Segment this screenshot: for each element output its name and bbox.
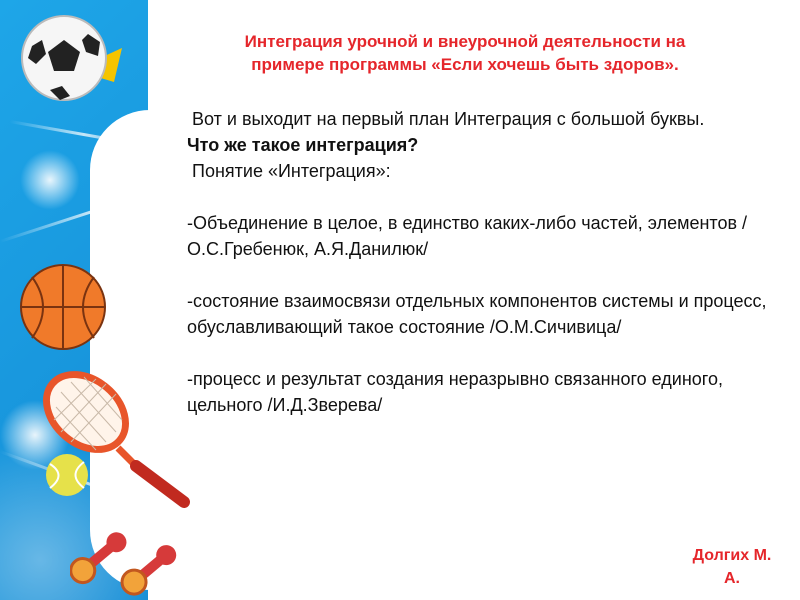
title-line: примере программы «Если хочешь быть здоров». bbox=[251, 55, 679, 74]
concept-label: Понятие «Интеграция»: bbox=[187, 161, 391, 181]
title-line: Интеграция урочной и внеурочной деятельности на bbox=[244, 32, 686, 51]
author-line: Долгих М. bbox=[692, 547, 772, 564]
spacer bbox=[187, 262, 767, 288]
slide-title bbox=[185, 30, 745, 76]
author-line: А. bbox=[724, 570, 740, 587]
soccer-ball-icon bbox=[14, 10, 124, 110]
spacer bbox=[187, 340, 767, 366]
definition-item: -процесс и результат создания неразрывно связанного единого, цельного /И.Д.Зверева/ bbox=[187, 369, 723, 415]
dumbbell-icon bbox=[70, 500, 180, 600]
intro-paragraph: Вот и выходит на первый план Интеграция с большой буквы. bbox=[187, 109, 705, 129]
tennis-ball-icon bbox=[44, 452, 90, 498]
question-heading: Что же такое интеграция? bbox=[187, 135, 419, 155]
definition-item: -состояние взаимосвязи отдельных компонентов системы и процесс, обуславливающий такое состояние /О.М.Сичивица/ bbox=[187, 291, 767, 337]
basketball-icon bbox=[18, 262, 108, 352]
spacer bbox=[187, 184, 767, 210]
definition-item: -Объединение в целое, в единство каких-либо частей, элементов /О.С.Гребенюк, А.Я.Данилюк/ bbox=[187, 213, 748, 259]
light-glow bbox=[20, 150, 80, 210]
slide-body bbox=[187, 106, 767, 418]
author-name bbox=[672, 544, 792, 590]
